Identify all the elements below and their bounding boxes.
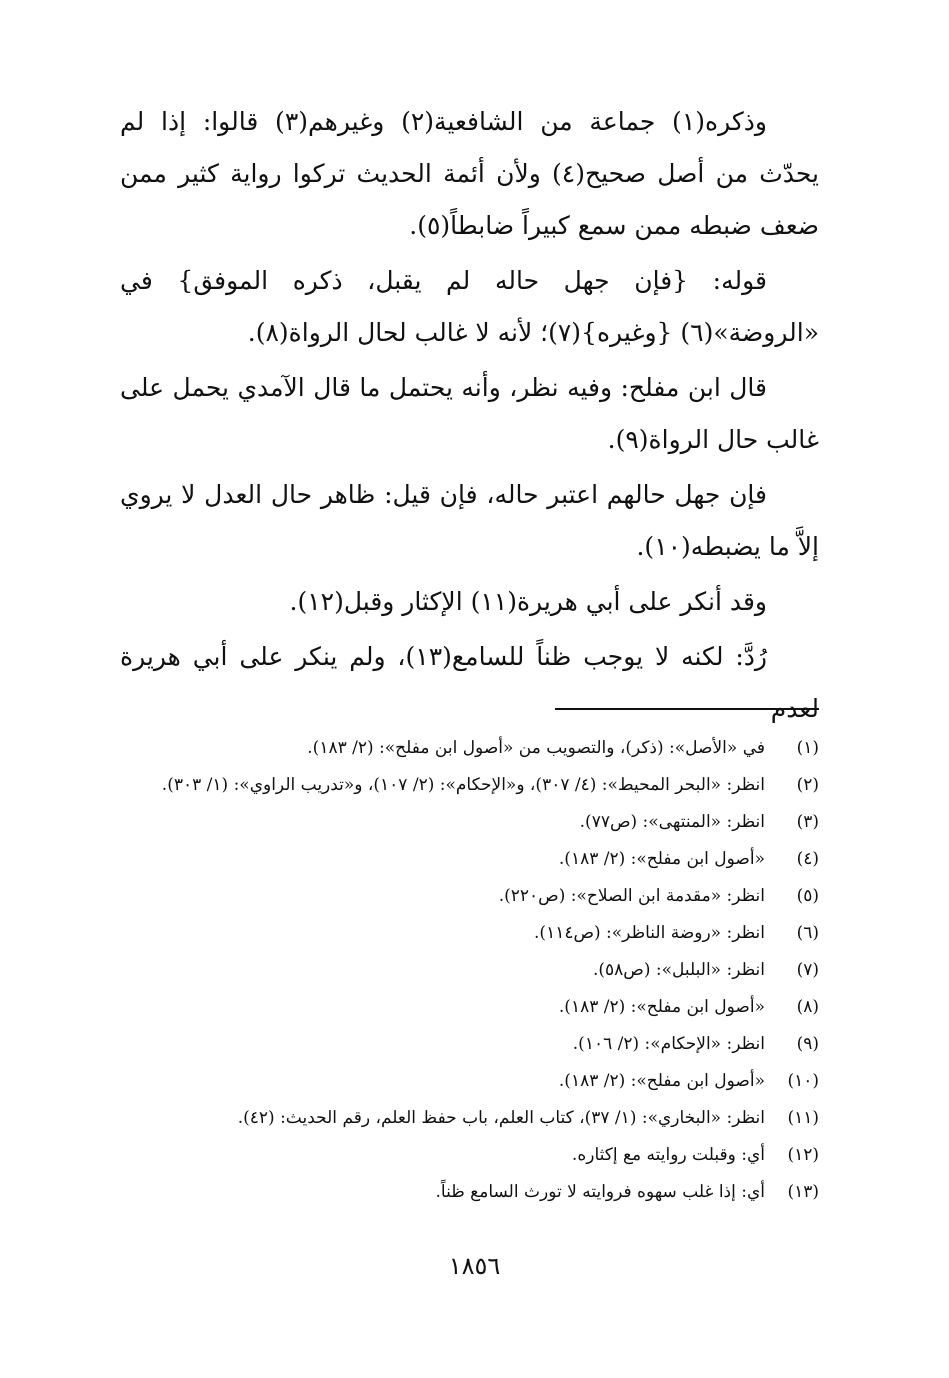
footnote-number: (١٢) (787, 1145, 819, 1165)
footnotes (120, 730, 819, 1211)
footnote (120, 1100, 819, 1137)
footnote-text: «أصول ابن مفلح»: (٢/ ١٨٣). (558, 997, 765, 1017)
footnote (120, 952, 819, 989)
footnote (120, 1174, 819, 1211)
footnote-text: انظر: «الإحكام»: (٢/ ١٠٦). (572, 1034, 765, 1054)
footnote (120, 730, 819, 767)
footnote-text: انظر: «روضة الناظر»: (ص١١٤). (534, 923, 765, 943)
footnote-number: (٧) (796, 960, 819, 980)
footnote-text: في «الأصل»: (ذكر)، والتصويب من «أصول ابن مفلح»: (٢/ ١٨٣). (307, 738, 765, 758)
paragraph: قال ابن مفلح: وفيه نظر، وأنه يحتمل ما قال الآمدي يحمل على غالب حال الرواة(٩). (120, 373, 819, 454)
footnote-text: أي: إذا غلب سهوه فروايته لا تورث السامع ظناً. (435, 1182, 765, 1202)
footnote (120, 1137, 819, 1174)
footnote-text: انظر: «البحر المحيط»: (٤/ ٣٠٧)، و«الإحكام»: (٢/ ١٠٧)، و«تدريب الراوي»: (١/ ٣٠٣). (161, 775, 765, 795)
footnote-text: انظر: «البلبل»: (ص٥٨). (592, 960, 765, 980)
footnote-text: انظر: «مقدمة ابن الصلاح»: (ص٢٢٠). (498, 886, 765, 906)
footnote-number: (١) (796, 738, 819, 758)
footnote (120, 915, 819, 952)
paragraph: قوله: {فإن جهل حاله لم يقبل، ذكره الموفق} في «الروضة»(٦) {وغيره}(٧)؛ لأنه لا غالب لحال الرواة(٨). (120, 266, 819, 347)
main-text (120, 96, 819, 738)
footnote-number: (١٠) (787, 1071, 819, 1091)
footnote-number: (٣) (796, 812, 819, 832)
footnote (120, 767, 819, 804)
paragraph: وذكره(١) جماعة من الشافعية(٢) وغيرهم(٣) قالوا: إذا لم يحدّث من أصل صحيح(٤) ولأن أئمة الحديث تركوا رواية كثير ممن ضعف ضبطه ممن سمع كبيراً ضابطاً(٥). (120, 107, 819, 240)
footnote-text: أي: وقبلت روايته مع إكثاره. (571, 1145, 765, 1165)
paragraph: رُدَّ: لكنه لا يوجب ظناً للسامع(١٣)، ولم ينكر على أبي هريرة لعدم (120, 642, 819, 723)
footnote-number: (١١) (787, 1108, 819, 1128)
footnote (120, 804, 819, 841)
paragraph: وقد أنكر على أبي هريرة(١١) الإكثار وقبل(١٢). (289, 587, 767, 616)
footnote-text: «أصول ابن مفلح»: (٢/ ١٨٣). (558, 1071, 765, 1091)
footnote (120, 841, 819, 878)
footnote (120, 1026, 819, 1063)
footnote-number: (١٣) (787, 1182, 819, 1202)
paragraph: فإن جهل حالهم اعتبر حاله، فإن قيل: ظاهر حال العدل لا يروي إلاَّ ما يضبطه(١٠). (120, 480, 819, 561)
footnote-number: (٨) (796, 997, 819, 1017)
footnote-number: (٤) (796, 849, 819, 869)
footnote (120, 1063, 819, 1100)
footnote-number: (٦) (796, 923, 819, 943)
footnote-text: «أصول ابن مفلح»: (٢/ ١٨٣). (558, 849, 765, 869)
footnote-number: (٢) (796, 775, 819, 795)
footnote-number: (٩) (796, 1034, 819, 1054)
footnote-separator (555, 708, 819, 710)
page-number: ١٨٥٦ (448, 1252, 501, 1280)
footnote (120, 989, 819, 1026)
footnote-text: انظر: «البخاري»: (١/ ٣٧)، كتاب العلم، باب حفظ العلم، رقم الحديث: (٤٢). (237, 1108, 765, 1128)
footnote-number: (٥) (796, 886, 819, 906)
footnote-text: انظر: «المنتهى»: (ص٧٧). (579, 812, 765, 832)
footnote (120, 878, 819, 915)
